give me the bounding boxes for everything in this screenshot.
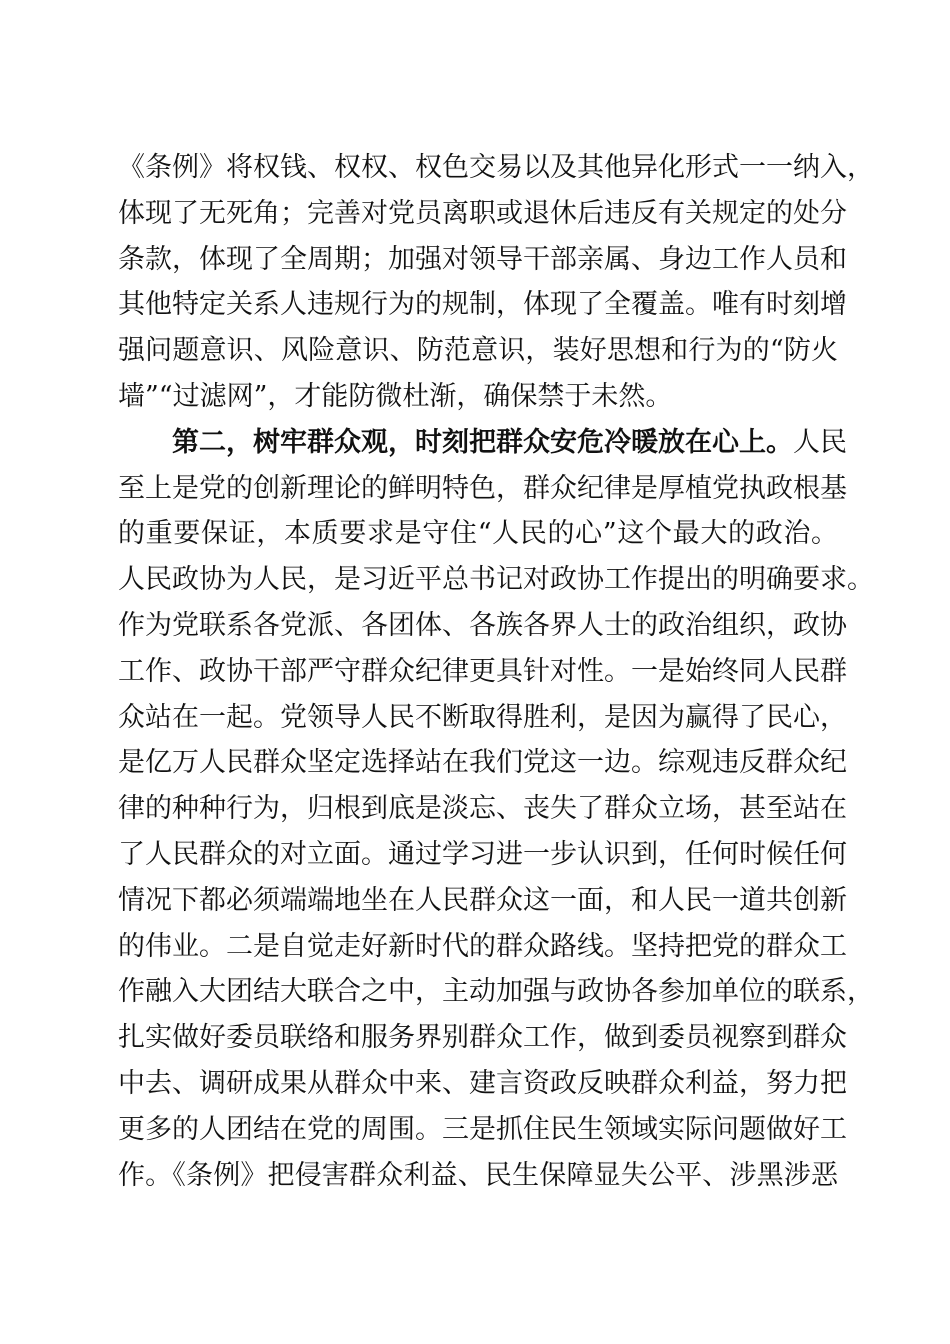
- text-line: 《条例》将权钱、权权、权色交易以及其他异化形式一一纳入，: [118, 152, 874, 183]
- text-line: 人民政协为人民，是习近平总书记对政协工作提出的明确要求。: [118, 564, 874, 596]
- text-line: 众站在一起。党领导人民不断取得胜利，是因为赢得了民心，: [118, 701, 847, 733]
- text-line: 扎实做好委员联络和服务界别群众工作，做到委员视察到群众: [118, 1022, 847, 1054]
- text-line: 工作、政协干部严守群众纪律更具针对性。一是始终同人民群: [118, 655, 847, 687]
- text-line: 了人民群众的对立面。通过学习进一步认识到，任何时候任何: [118, 838, 847, 870]
- paragraph-1: [118, 145, 874, 420]
- text-line: 条款，体现了全周期；加强对领导干部亲属、身边工作人员和: [118, 243, 847, 275]
- text-line: 是亿万人民群众坚定选择站在我们党这一边。综观违反群众纪: [118, 747, 847, 779]
- text-line: 情况下都必须端端地坐在人民群众这一面，和人民一道共创新: [118, 884, 847, 916]
- text-line: 强问题意识、风险意识、防范意识，装好思想和行为的“防火: [118, 335, 838, 367]
- text-line: 作为党联系各党派、各团体、各族各界人士的政治组织，政协: [118, 609, 847, 641]
- text-line: 墙”“过滤网”，才能防微杜渐，确保禁于未然。: [118, 380, 673, 412]
- text-line: 其他特定关系人违规行为的规制，体现了全覆盖。唯有时刻增: [118, 289, 847, 321]
- text-line: 作。《条例》把侵害群众利益、民生保障显失公平、涉黑涉恶: [118, 1159, 838, 1191]
- document-body: [118, 145, 874, 1198]
- text-line: 中去、调研成果从群众中来、建言资政反映群众利益，努力把: [118, 1067, 847, 1099]
- text-line: 更多的人团结在党的周围。三是抓住民生领域实际问题做好工: [118, 1113, 847, 1145]
- text-line: 的伟业。二是自觉走好新时代的群众路线。坚持把党的群众工: [118, 930, 847, 962]
- paragraph-2: [118, 420, 874, 1199]
- text-line: 至上是党的创新理论的鲜明特色，群众纪律是厚植党执政根基: [118, 472, 847, 504]
- text-line: 体现了无死角；完善对党员离职或退休后违反有关规定的处分: [118, 197, 847, 229]
- section-heading: 第二，树牢群众观，时刻把群众安危冷暖放在心上。: [172, 426, 793, 458]
- text-line: 作融入大团结大联合之中，主动加强与政协各参加单位的联系，: [118, 976, 874, 1008]
- text-line: 的重要保证，本质要求是守住“人民的心”这个最大的政治。: [118, 518, 838, 550]
- paragraph-heading-line: [118, 420, 847, 466]
- heading-tail-text: 人民: [793, 426, 847, 458]
- text-line: 律的种种行为，归根到底是淡忘、丧失了群众立场，甚至站在: [118, 793, 847, 825]
